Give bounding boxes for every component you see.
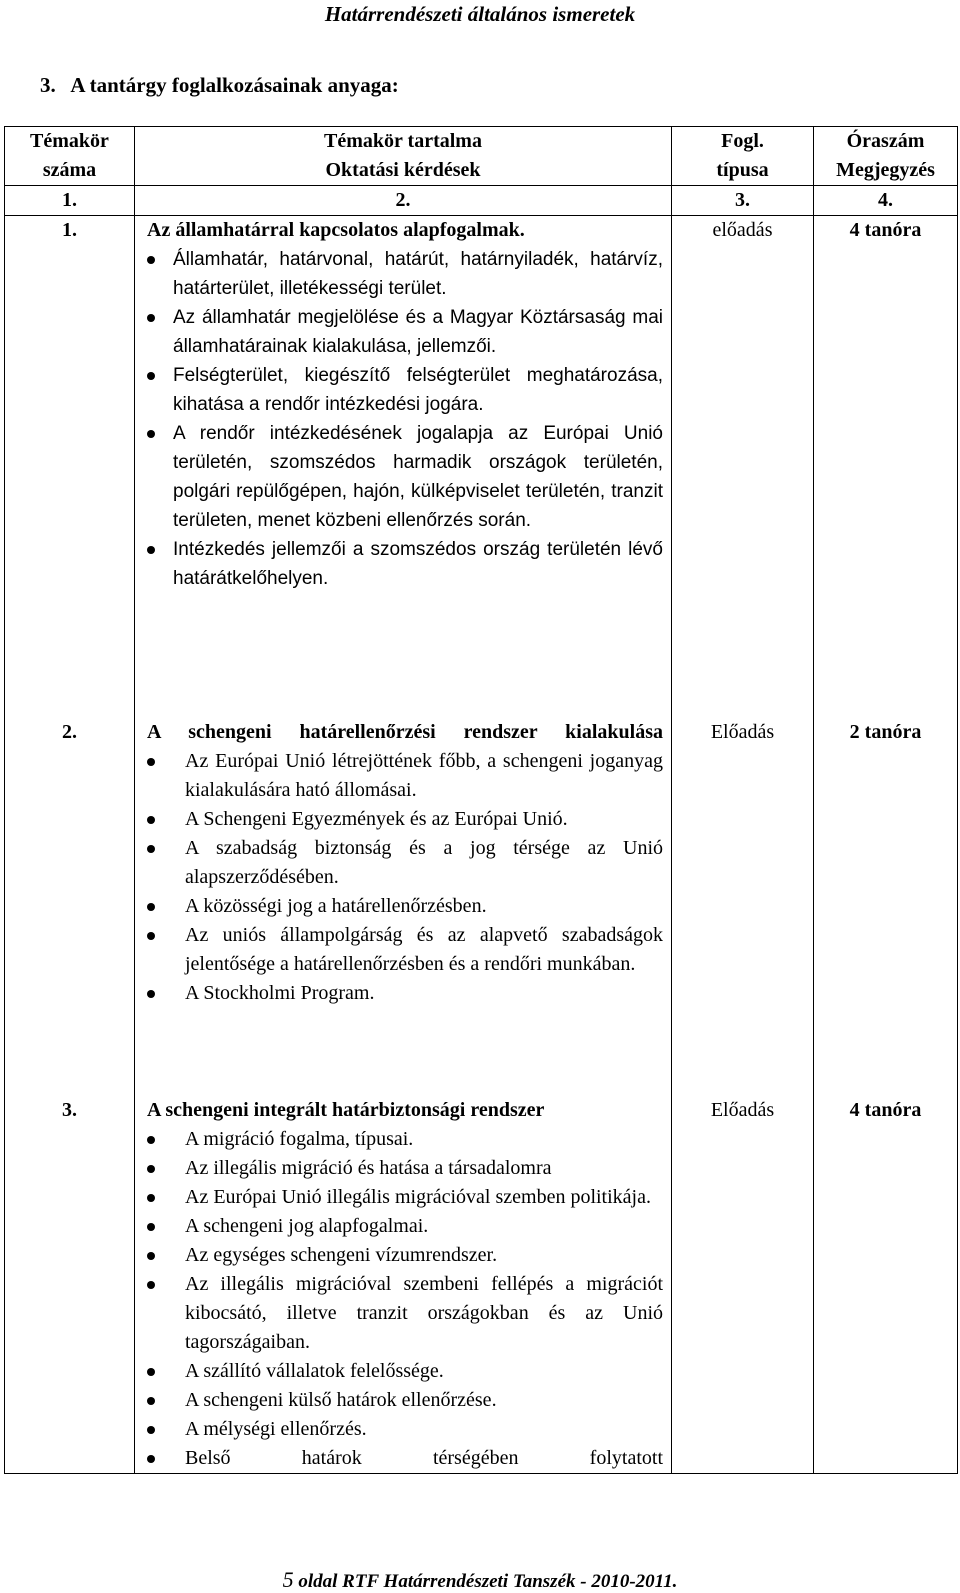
header-topic-number: Témakör száma — [5, 127, 135, 186]
topic-content — [135, 216, 672, 719]
topic-content — [135, 1096, 672, 1474]
bullet-icon — [147, 1426, 155, 1434]
list-item: A Schengeni Egyezmények és az Európai Unió. — [135, 805, 663, 834]
topic-number: 3. — [5, 1096, 135, 1474]
bullet-icon — [147, 1455, 155, 1463]
topic-title: Az államhatárral kapcsolatos alapfogalmak. — [147, 219, 525, 241]
hours: 2 tanóra — [814, 718, 958, 1096]
bullet-icon — [147, 546, 155, 554]
hours: 4 tanóra — [814, 1096, 958, 1474]
bullet-icon — [147, 1223, 155, 1231]
column-number: 3. — [672, 186, 814, 216]
bullet-icon — [147, 314, 155, 322]
bullet-icon — [147, 1397, 155, 1405]
topic-item-list — [135, 747, 671, 1008]
list-item: A mélységi ellenőrzés. — [135, 1415, 663, 1444]
bullet-icon — [147, 1368, 155, 1376]
bullet-icon — [147, 758, 155, 766]
footer-text: oldal RTF Határrendészeti Tanszék - 2010-2011. — [293, 1571, 678, 1592]
list-item: Belső határok térségében folytatott — [135, 1444, 663, 1473]
topic-title: A schengeni határellenőrzési rendszer kialakulása — [147, 721, 663, 743]
bullet-icon — [147, 932, 155, 940]
topic-content — [135, 718, 672, 1096]
curriculum-table — [4, 126, 958, 1474]
header-topic-content: Témakör tartalma Oktatási kérdések — [135, 127, 672, 186]
list-item: A szállító vállalatok felelőssége. — [135, 1357, 663, 1386]
list-item: Az Európai Unió létrejöttének főbb, a schengeni joganyag kialakulására ható állomásai. — [135, 747, 663, 805]
header-hours: Óraszám Megjegyzés — [814, 127, 958, 186]
session-type: előadás — [672, 216, 814, 719]
bullet-icon — [147, 990, 155, 998]
table-row — [5, 1096, 958, 1474]
list-item: Államhatár, határvonal, határút, határnyiladék, határvíz, határterület, illetékességi terület. — [135, 245, 663, 303]
bullet-icon — [147, 1194, 155, 1202]
hours: 4 tanóra — [814, 216, 958, 719]
list-item: Az illegális migrációval szembeni fellépés a migrációt kibocsátó, illetve tranzit országokban és az Unió tagországaiban. — [135, 1270, 663, 1357]
list-item: A rendőr intézkedésének jogalapja az Európai Unió területén, szomszédos harmadik országok területén, polgári repülőgépen, hajón, külképviselet területén, tranzit területen, menet közbeni ellenőrzés során. — [135, 419, 663, 535]
table-header-row — [5, 127, 958, 186]
bullet-icon — [147, 903, 155, 911]
column-number: 2. — [135, 186, 672, 216]
section-title: 3. A tantárgy foglalkozásainak anyaga: — [40, 73, 399, 97]
page-footer — [0, 1567, 960, 1593]
topic-number: 1. — [5, 216, 135, 719]
topic-item-list — [135, 1125, 671, 1473]
list-item: A Stockholmi Program. — [135, 979, 663, 1008]
bullet-icon — [147, 1136, 155, 1144]
list-item: A szabadság biztonság és a jog térsége az Unió alapszerződésében. — [135, 834, 663, 892]
bullet-icon — [147, 1281, 155, 1289]
list-item: Az illegális migráció és hatása a társadalomra — [135, 1154, 663, 1183]
list-item: Az államhatár megjelölése és a Magyar Köztársaság mai államhatárainak kialakulása, jellemzői. — [135, 303, 663, 361]
topic-item-list — [135, 245, 671, 593]
list-item: A migráció fogalma, típusai. — [135, 1125, 663, 1154]
session-type: Előadás — [672, 1096, 814, 1474]
list-item: Az Európai Unió illegális migrációval szemben politikája. — [135, 1183, 663, 1212]
list-item: Felségterület, kiegészítő felségterület meghatározása, kihatása a rendőr intézkedési jogára. — [135, 361, 663, 419]
session-type: Előadás — [672, 718, 814, 1096]
bullet-icon — [147, 430, 155, 438]
bullet-icon — [147, 816, 155, 824]
page-number: 5 — [282, 1567, 294, 1592]
topic-number: 2. — [5, 718, 135, 1096]
column-number: 4. — [814, 186, 958, 216]
list-item: Az uniós állampolgárság és az alapvető szabadságok jelentősége a határellenőrzésben és a rendőri munkában. — [135, 921, 663, 979]
table-row — [5, 216, 958, 719]
bullet-icon — [147, 372, 155, 380]
list-item: A schengeni külső határok ellenőrzése. — [135, 1386, 663, 1415]
list-item: Intézkedés jellemzői a szomszédos ország területén lévő határátkelőhelyen. — [135, 535, 663, 593]
list-item: A közösségi jog a határellenőrzésben. — [135, 892, 663, 921]
bullet-icon — [147, 256, 155, 264]
list-item: Az egységes schengeni vízumrendszer. — [135, 1241, 663, 1270]
table-row — [5, 718, 958, 1096]
running-header: Határrendészeti általános ismeretek — [324, 2, 636, 26]
bullet-icon — [147, 845, 155, 853]
bullet-icon — [147, 1252, 155, 1260]
topic-title: A schengeni integrált határbiztonsági rendszer — [147, 1099, 545, 1121]
column-number-row — [5, 186, 958, 216]
column-number: 1. — [5, 186, 135, 216]
header-session-type: Fogl. típusa — [672, 127, 814, 186]
bullet-icon — [147, 1165, 155, 1173]
list-item: A schengeni jog alapfogalmai. — [135, 1212, 663, 1241]
